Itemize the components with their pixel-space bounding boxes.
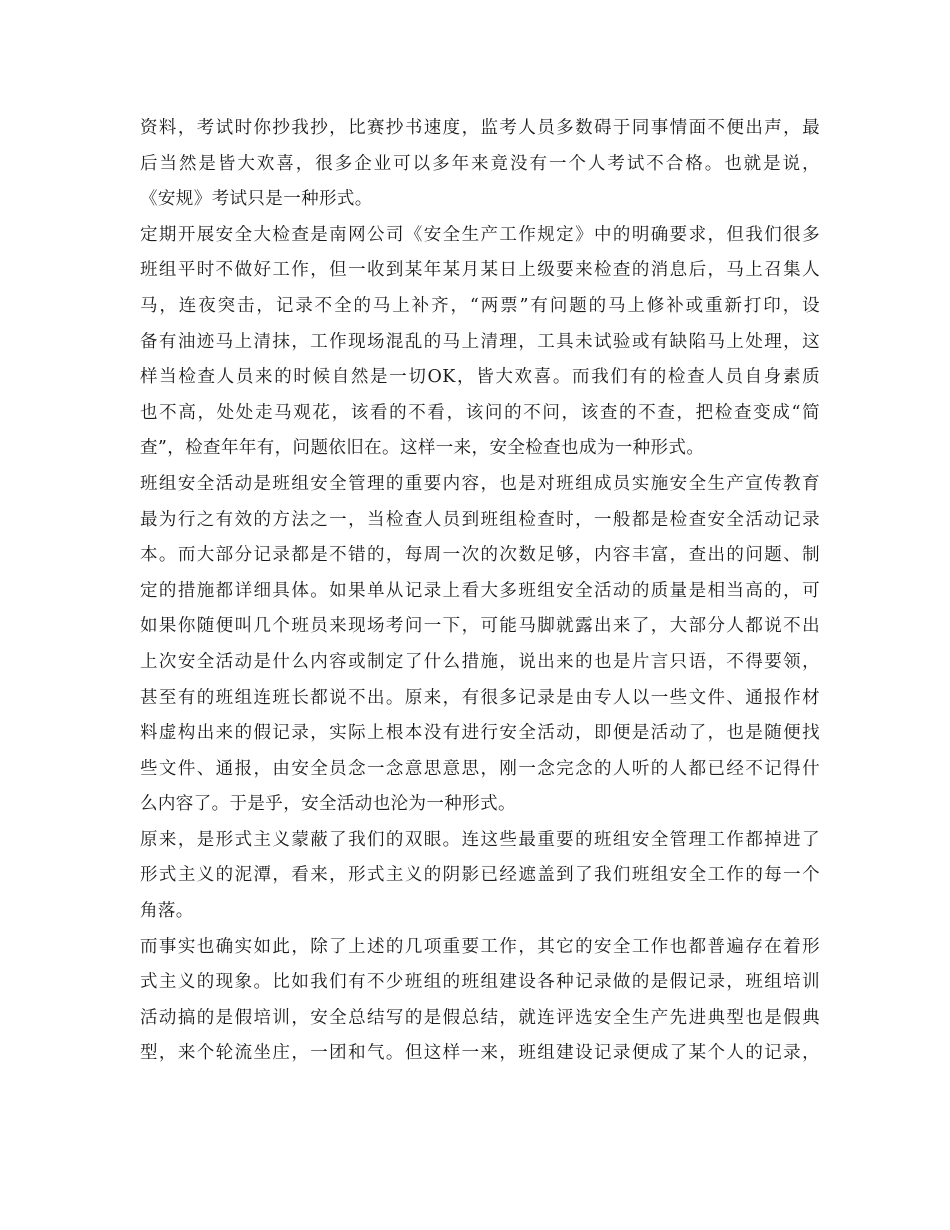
text-line: 样当检查人员来的时候自然是一切OK，皆大欢喜。而我们有的检查人员自身素质 [140,367,820,388]
text-line: 些文件、通报，由安全员念一念意思意思，刚一念完念的人听的人都已经不记得什 [140,758,820,779]
text-line: 角落。 [140,901,194,922]
text-line: 如果你随便叫几个班员来现场考问一下，可能马脚就露出来了，大部分人都说不出 [140,616,820,637]
body-text [140,111,820,1072]
text-line: 备有油迹马上清抹，工作现场混乱的马上清理，工具未试验或有缺陷马上处理，这 [140,331,820,352]
text-line: 班组平时不做好工作，但一收到某年某月某日上级要来检查的消息后，马上召集人 [140,260,820,281]
text-line: 形式主义的泥潭，看来，形式主义的阴影已经遮盖到了我们班组安全工作的每一个 [140,865,820,886]
text-line: 资料，考试时你抄我抄，比赛抄书速度，监考人员多数碍于同事情面不便出声，最 [140,118,820,138]
text-line: 么内容了。于是乎，安全活动也沦为一种形式。 [140,794,516,815]
text-line: 后当然是皆大欢喜，很多企业可以多年来竟没有一个人考试不合格。也就是说， [140,153,820,174]
text-line: 定期开展安全大检查是南网公司《安全生产工作规定》中的明确要求，但我们很多 [140,224,820,245]
text-line: 《安规》考试只是一种形式。 [140,189,373,210]
text-line: 甚至有的班组连班长都说不出。原来，有很多记录是由专人以一些文件、通报作材 [140,687,820,708]
text-line: 而事实也确实如此，除了上述的几项重要工作，其它的安全工作也都普遍存在着形 [140,936,820,957]
text-line: 班组安全活动是班组安全管理的重要内容，也是对班组成员实施安全生产宣传教育 [140,473,820,494]
text-line: 最为行之有效的方法之一，当检查人员到班组检查时，一般都是检查安全活动记录 [140,509,820,530]
text-line: 本。而大部分记录都是不错的，每周一次的次数足够，内容丰富，查出的问题、制 [140,545,820,566]
text-line: 活动搞的是假培训，安全总结写的是假总结，就连评选安全生产先进典型也是假典 [140,1007,820,1028]
text-line: 料虚构出来的假记录，实际上根本没有进行安全活动，即便是活动了，也是随便找 [140,723,820,744]
text-line: 查”，检查年年有，问题依旧在。这样一来，安全检查也成为一种形式。 [140,438,705,459]
text-line: 也不高，处处走马观花，该看的不看，该问的不问，该查的不查，把检查变成“简 [140,402,820,423]
text-line: 定的措施都详细具体。如果单从记录上看大多班组安全活动的质量是相当高的，可 [140,580,820,601]
text-line: 上次安全活动是什么内容或制定了什么措施，说出来的也是片言只语，不得要领， [140,651,820,672]
text-line: 式主义的现象。比如我们有不少班组的班组建设各种记录做的是假记录，班组培训 [140,972,820,993]
text-line: 型，来个轮流坐庄，一团和气。但这样一来，班组建设记录便成了某个人的记录， [140,1043,820,1064]
text-line: 马，连夜突击，记录不全的马上补齐，“两票”有问题的马上修补或重新打印，设 [140,295,820,316]
text-line: 原来，是形式主义蒙蔽了我们的双眼。连这些最重要的班组安全管理工作都掉进了 [140,829,820,850]
